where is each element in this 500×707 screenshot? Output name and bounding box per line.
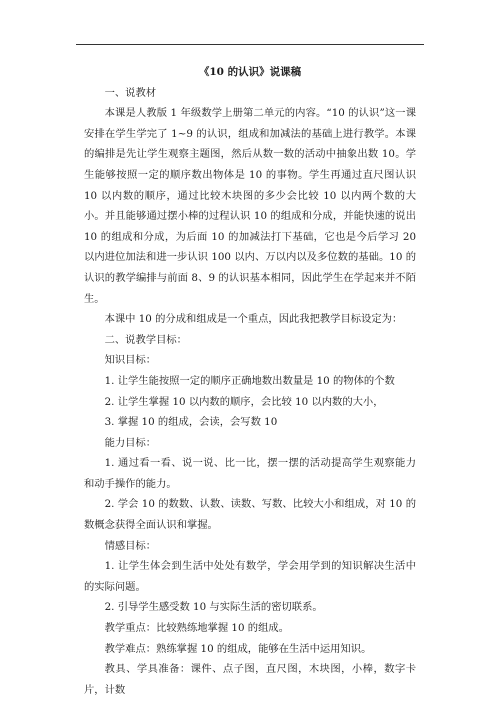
section-line: 1. 让学生能按照一定的顺序正确地数出数量是 10 的物体的个数 (104, 374, 395, 387)
section-line: 2. 让学生掌握 10 以内数的顺序，会比较 10 以内数的大小， (104, 395, 384, 408)
section-line: 2. 引导学生感受数 10 与实际生活的密切联系。 (104, 601, 323, 614)
section-line: 情感目标： (104, 539, 157, 552)
header-rule (76, 44, 424, 45)
section-line: 教学重点：比较熟练地掌握 10 的组成。 (104, 622, 289, 635)
body-paragraph: 本课中 10 的分成和组成是一个重点，因此我把教学目标设定为： (104, 313, 403, 326)
section-line: 1. 让学生体会到生活中处处有数学，学会用学到的知识解决生活中的实际问题。 (84, 560, 416, 593)
section-line: 3. 掌握 10 的组成，会读，会写数 10 (104, 416, 278, 429)
section-line: 教学难点：熟练掌握 10 的组成，能够在生活中运用知识。 (104, 642, 372, 655)
body-paragraph: 本课是人教版 1 年级数学上册第二单元的内容。“10 的认识”这一课安排在学生学完了 1~9 的认识，组成和加减法的基础上进行教学。本课的编排是先让学生观察主题图，然后从数一数的活动中抽象出数 10。学生能够按照一定的顺序数出物体是 10 的事物。学生再通过直尺图认识 10 以内数的顺序，通过比较木块图的多少会比较 10 以内两个数的大小。并且能够通过摆小棒的过程认识 10 的组成和分成，并能快速的说出 10 的组成和分成，为后面 10 的加减法打下基础，它也是今后学习 20 以内进位加法和进一步认识 100 以内、万以内以及多位数的基础。10 的认识的教学编排与前面 8、9 的认识基本相同，因此学生在学起来并不陌生。 (84, 107, 416, 305)
document-body (84, 62, 416, 700)
paragraph-list (84, 83, 416, 701)
section-line: 二、说教学目标： (104, 333, 187, 346)
section-line: 教具、学具准备：课件、点子图，直尺图，木块图，小棒，数字卡片，计数 (84, 663, 416, 696)
section-line: 一、说教材 (104, 86, 157, 99)
section-line: 2. 学会 10 的数数、认数、读数、写数、比较大小和组成，对 10 的数概念获得全面认识和掌握。 (84, 498, 416, 532)
section-line: 知识目标： (104, 354, 157, 367)
document-title: 《10 的认识》说课稿 (198, 66, 302, 78)
section-line: 1. 通过看一看、说一说、比一比，摆一摆的活动提高学生观察能力和动手操作的能力。 (84, 457, 416, 490)
section-line: 能力目标： (104, 436, 157, 449)
